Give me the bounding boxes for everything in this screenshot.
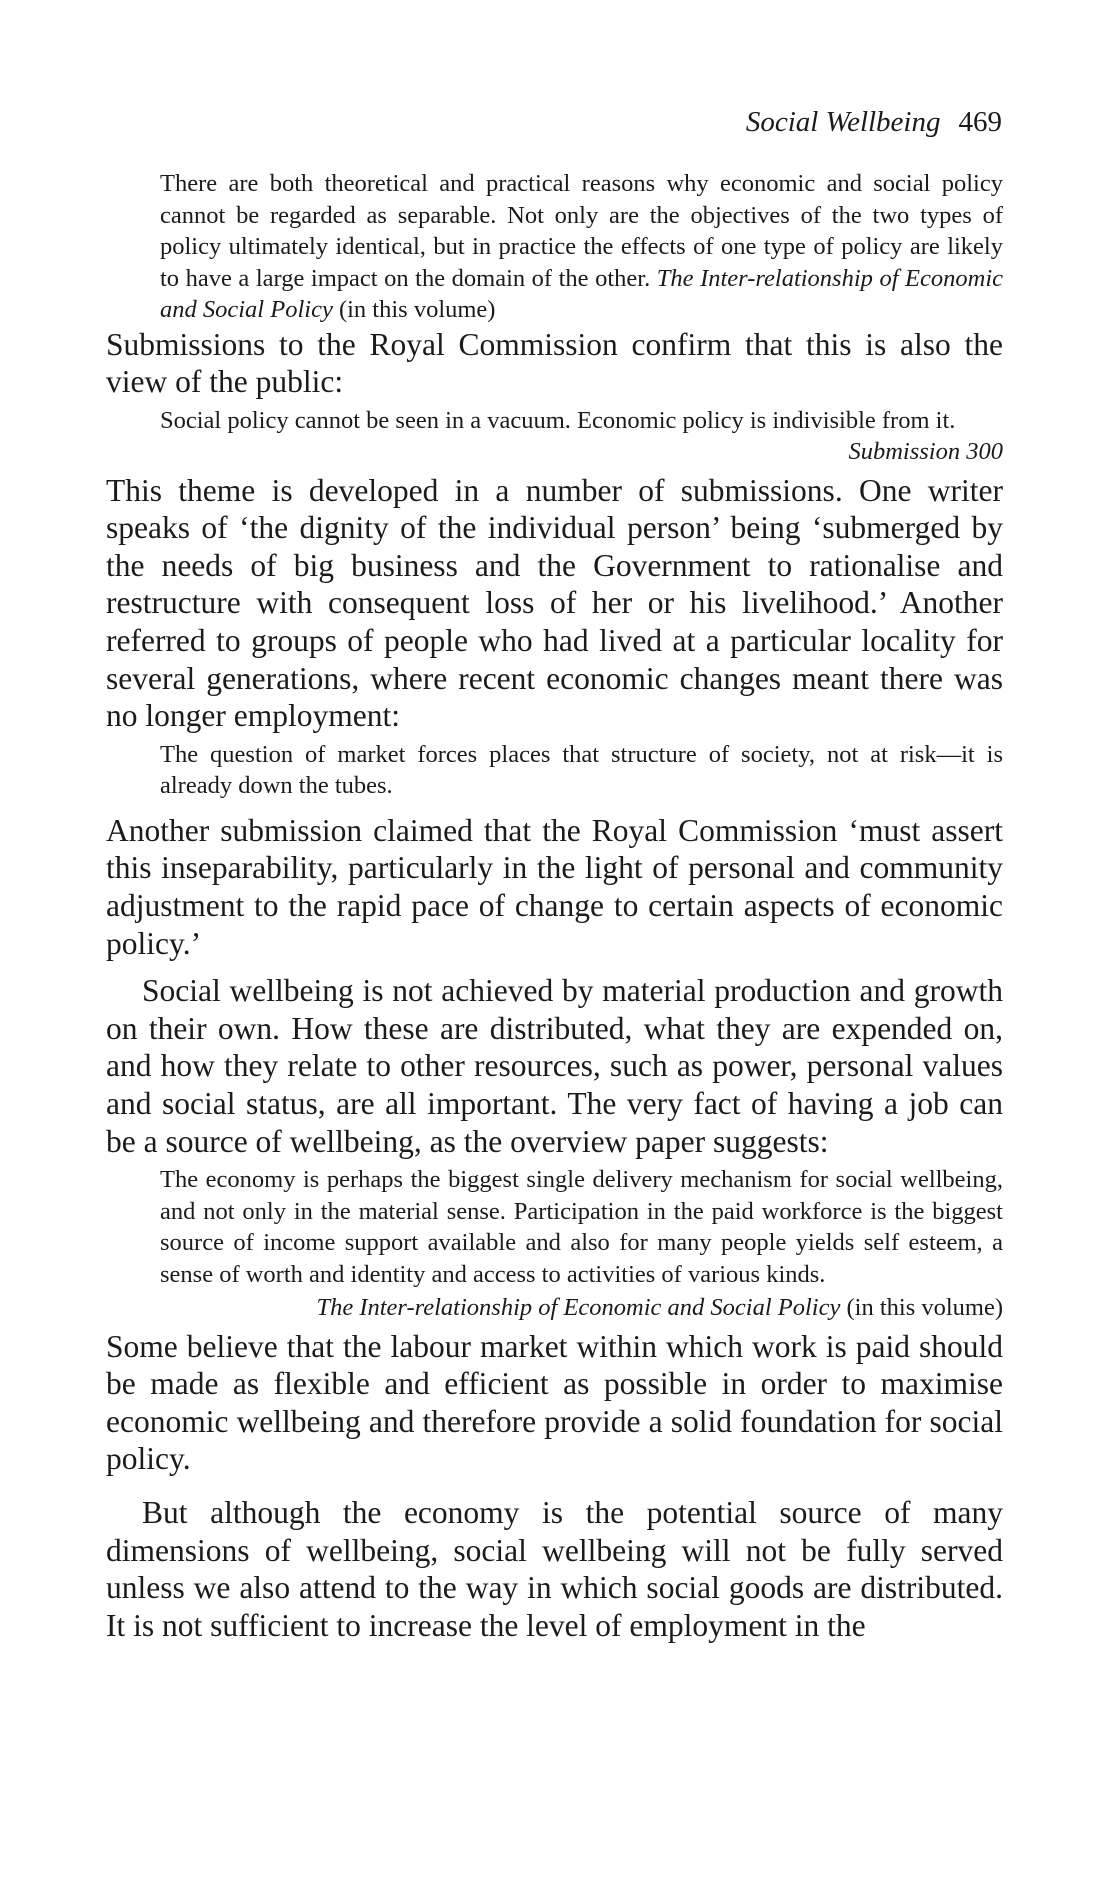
running-head: [746, 104, 1002, 140]
body-paragraph: But although the economy is the potential source of many dimensions of wellbeing, social wellbeing will not be fully served unless we also attend to the way in which social goods are distributed. It is not sufficient to increase the level of employment in the: [106, 1495, 1003, 1643]
body-paragraph: Another submission claimed that the Royal Commission ‘must assert this inseparability, particularly in the light of personal and community adjustment to the rapid pace of change to certain aspects of economic policy.’: [106, 812, 1003, 961]
block-quote: [160, 739, 1003, 802]
body-paragraph: Some believe that the labour market within which work is paid should be made as flexible and efficient as possible in order to maximise economic wellbeing and therefore provide a solid foundation for social policy.: [106, 1328, 1003, 1477]
quote-citation-title: The Inter-relationship of Economic and Social Policy: [316, 1294, 841, 1322]
body-paragraph: This theme is developed in a number of submissions. One writer speaks of ‘the dignity of the individual person’ being ‘submerged by the needs of big business and the Government to rationalise and restructure with consequent loss of her or his livelihood.’ Another referred to groups of people who had lived at a particular locality for several generations, where recent economic changes meant there was no longer employment:: [106, 472, 1003, 734]
body-paragraph: Social wellbeing is not achieved by material production and growth on their own. How these are distributed, what they are expended on, and how they relate to other resources, such as power, personal values and social status, are all important. The very fact of having a job can be a source of wellbeing, as the overview paper suggests:: [106, 973, 1003, 1159]
body-text: [106, 168, 1003, 1644]
page-number: 469: [958, 106, 1002, 138]
quote-citation-suffix: (in this volume): [338, 296, 496, 323]
quote-text: There are both theoretical and practical reasons why economic and social policy cannot be regarded as separable. Not only are the objectives of the two types of policy ultimately identical, but in practice the effects of one type of policy are likely to have a large impact on the domain of the other.: [160, 170, 1003, 292]
quote-citation-title: The Inter-relationship of Economic and Social Policy: [160, 264, 1004, 323]
block-quote: [160, 1164, 1003, 1290]
running-head-title: Social Wellbeing: [745, 106, 941, 138]
quote-text: The question of market forces places that structure of society, not at risk—it is already down the tubes.: [160, 740, 1003, 800]
block-quote: [160, 168, 1003, 326]
quote-citation-line: [106, 1292, 1003, 1324]
quote-citation: Submission 300: [848, 438, 1003, 466]
quote-citation-suffix: (in this volume): [846, 1294, 1003, 1322]
block-quote: [160, 405, 1003, 466]
quote-text: Social policy cannot be seen in a vacuum. Economic policy is indivisible from it.: [160, 406, 956, 434]
body-paragraph: Submissions to the Royal Commission confirm that this is also the view of the public:: [106, 326, 1003, 400]
quote-text: The economy is perhaps the biggest single delivery mechanism for social wellbeing, and not only in the material sense. Participation in the paid workforce is the biggest source of income support available and also for many people yields self esteem, a sense of worth and identity and access to activities of various kinds.: [160, 1166, 1003, 1288]
